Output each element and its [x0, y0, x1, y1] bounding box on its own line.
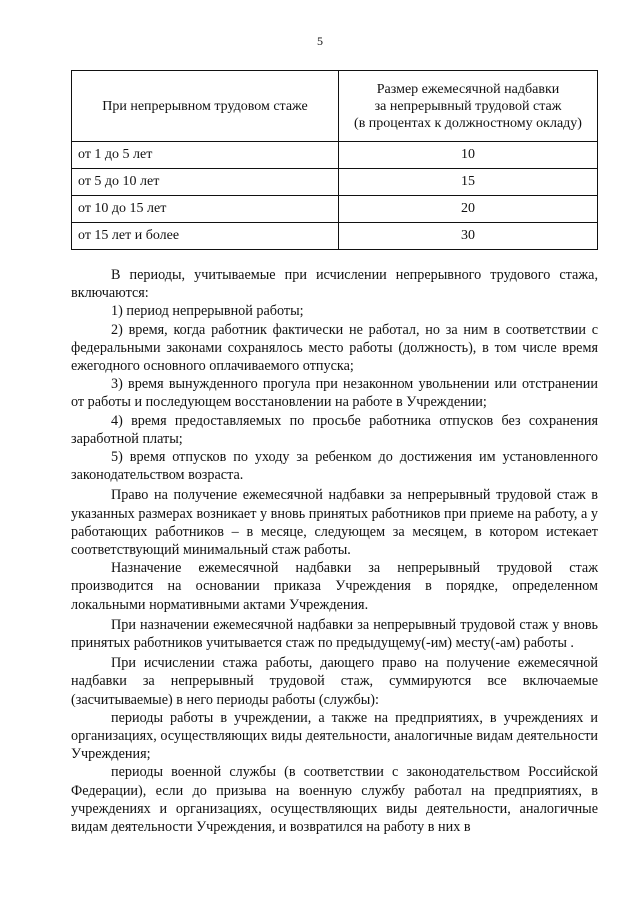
row-period: от 15 лет и более	[72, 223, 339, 250]
row-period: от 10 до 15 лет	[72, 196, 339, 223]
row-percent: 15	[339, 169, 598, 196]
header-percent-line-3: (в процентах к должностному окладу)	[354, 115, 582, 131]
row-percent: 10	[339, 142, 598, 169]
table-row	[72, 223, 598, 250]
body-text	[71, 266, 598, 836]
table-row	[72, 142, 598, 169]
header-percent	[339, 71, 598, 142]
row-percent: 20	[339, 196, 598, 223]
table-row	[72, 196, 598, 223]
paragraph-periods-military: периоды военной службы (в соответствии с законодательством Российской Федерации), если до призыва на военную службу работал на предприятиях, в учреждениях и организациях, осуществляющих виды деятельности, аналогичные видам деятельности Учреждения, и возвратился на работу в них в	[71, 764, 598, 836]
row-period: от 5 до 10 лет	[72, 169, 339, 196]
row-period: от 1 до 5 лет	[72, 142, 339, 169]
paragraph-item-2: 2) время, когда работник фактически не работал, но за ним в соответствии с федеральными законами сохранялось место работы (должность), в том числе время ежегодного основного оплачиваемого отпуска;	[71, 321, 598, 375]
header-percent-line-2: за непрерывный трудовой стаж	[374, 98, 562, 114]
paragraph-periods-work: периоды работы в учреждении, а также на предприятиях, в учреждениях и организациях, осуществляющих виды деятельности, аналогичные видам деятельности Учреждения;	[71, 709, 598, 763]
paragraph-appointment: Назначение ежемесячной надбавки за непрерывный трудовой стаж производится на основании приказа Учреждения в порядке, определенном локальными нормативными актами Учреждения.	[71, 560, 598, 613]
paragraph-calculation: При исчислении стажа работы, дающего право на получение ежемесячной надбавки за непрерывный трудовой стаж, суммируются все включаемые (засчитываемые) в него периоды работы (службы):	[71, 655, 598, 708]
stazh-table	[71, 70, 598, 250]
table-row	[72, 169, 598, 196]
header-percent-line-1: Размер ежемесячной надбавки	[376, 81, 560, 97]
paragraph-intro: В периоды, учитываемые при исчислении непрерывного трудового стажа, включаются:	[71, 267, 598, 302]
page-number: 5	[317, 34, 323, 48]
paragraph-right-to-bonus: Право на получение ежемесячной надбавки за непрерывный трудовой стаж в указанных размерах возникает у вновь принятых работников при приеме на работу, а у работающих работников – в месяце, следующем за месяцем, в котором истекает соответствующий минимальный стаж работы.	[71, 487, 598, 559]
paragraph-item-5: 5) время отпусков по уходу за ребенком до достижения им установленного законодательством возраста.	[71, 449, 598, 484]
table-header-row	[72, 71, 598, 142]
paragraph-item-4: 4) время предоставляемых по просьбе работника отпусков без сохранения заработной платы;	[71, 412, 598, 447]
paragraph-item-3: 3) время вынужденного прогула при незаконном увольнении или отстранении от работы и последующем восстановлении на работе в Учреждении;	[71, 376, 598, 411]
row-percent: 30	[339, 223, 598, 250]
header-period: При непрерывном трудовом стаже	[72, 71, 339, 142]
paragraph-new-employees: При назначении ежемесячной надбавки за непрерывный трудовой стаж у вновь принятых работников учитывается стаж по предыдущему(-им) месту(-ам) работы .	[71, 616, 598, 652]
paragraph-item-1: 1) период непрерывной работы;	[111, 303, 304, 320]
